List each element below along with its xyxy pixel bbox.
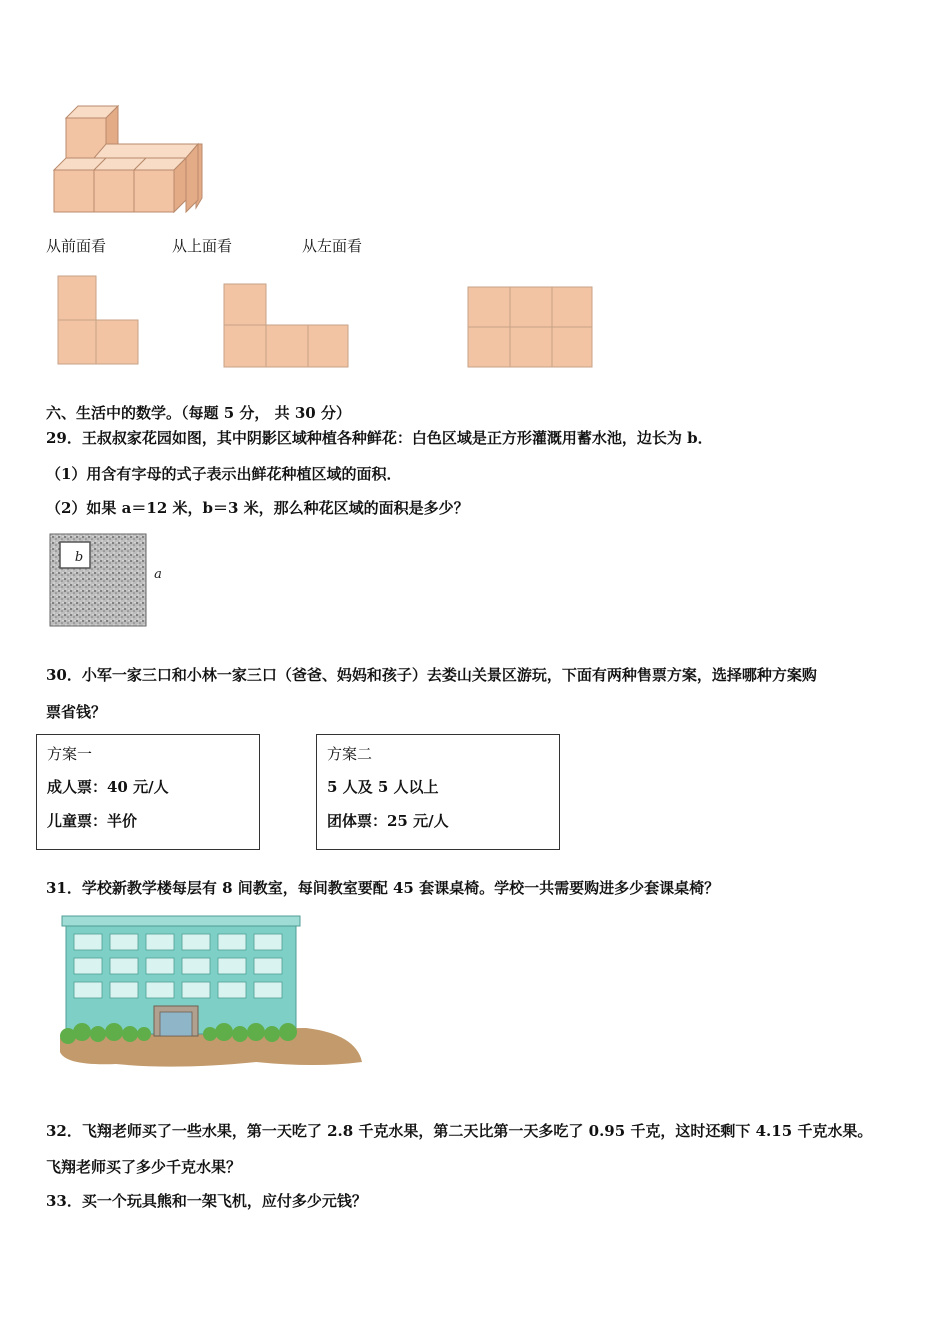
left-view-diagram (466, 285, 594, 369)
question-32-line-2: 飞翔老师买了多少千克水果？ (46, 1158, 242, 1176)
question-29: 29．王叔叔家花园如图，其中阴影区域种植各种鲜花：白色区域是正方形灌溉用蓄水池，边长为 b． (46, 429, 713, 447)
plan-one-box (36, 734, 260, 850)
label-a: a (154, 567, 162, 582)
section-6-title: 六、生活中的数学。（每题 5 分， 共 30 分） (46, 404, 351, 422)
plan-one-child-price: 儿童票：半价 (47, 812, 138, 830)
plan-two-group-price: 团体票：25 元/人 (327, 812, 449, 830)
plan-two-box (316, 734, 560, 850)
garden-figure (46, 530, 171, 630)
view-label-left: 从左面看 (302, 237, 363, 255)
question-30-line-1: 30．小军一家三口和小林一家三口（爸爸、妈妈和孩子）去娄山关景区游玩，下面有两种售票方案，选择哪种方案购 (46, 666, 817, 684)
question-31: 31．学校新教学楼每层有 8 间教室，每间教室要配 45 套课桌椅。学校一共需要购进多少套课桌椅？ (46, 879, 720, 897)
question-33: 33．买一个玩具熊和一架飞机，应付多少元钱？ (46, 1192, 367, 1210)
plan-one-adult-price: 成人票：40 元/人 (47, 778, 169, 796)
plan-two-title: 方案二 (327, 745, 373, 763)
plan-two-condition: 5 人及 5 人以上 (327, 778, 439, 796)
question-29-part-2: （2）如果 a＝12 米，b＝3 米，那么种花区域的面积是多少？ (46, 499, 469, 517)
question-32-line-1: 32．飞翔老师买了一些水果，第一天吃了 2.8 千克水果，第二天比第一天多吃了 0.95 千克，这时还剩下 4.15 千克水果。 (46, 1122, 873, 1140)
question-30-line-2: 票省钱？ (46, 703, 107, 721)
top-view-diagram (222, 282, 352, 370)
cube-stack-figure (46, 100, 211, 218)
view-label-front: 从前面看 (46, 237, 107, 255)
label-b: b (74, 550, 84, 565)
plan-one-title: 方案一 (47, 745, 93, 763)
school-building-illustration (56, 912, 366, 1072)
front-view-diagram (56, 274, 142, 368)
question-29-part-1: （1）用含有字母的式子表示出鲜花种植区域的面积． (46, 465, 402, 483)
view-label-top: 从上面看 (172, 237, 233, 255)
